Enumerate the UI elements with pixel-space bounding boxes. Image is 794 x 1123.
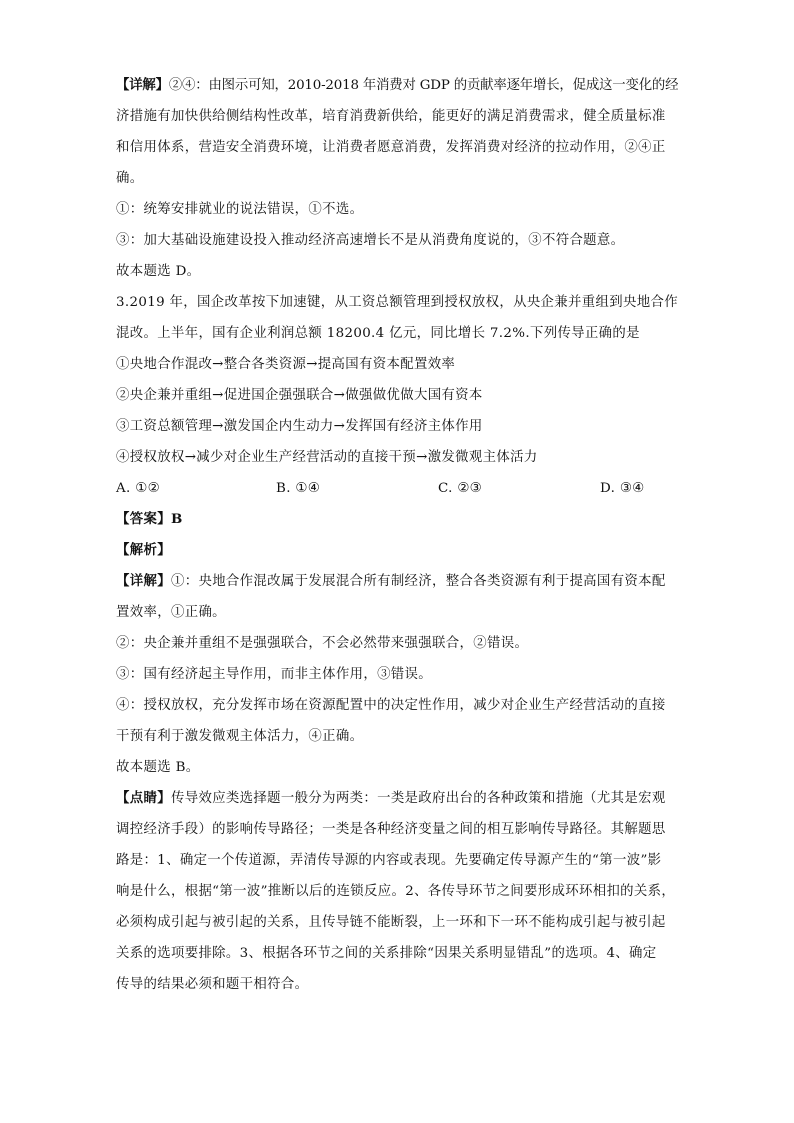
detail1-item3: ③：加大基础设施建设投入推动经济高速增长不是从消费角度说的，③不符合题意。 <box>116 233 625 248</box>
detail-tag: 【详解】 <box>116 77 169 93</box>
tip-line1: 【点睛】传导效应类选择题一般分为两类：一类是政府出台的各种政策和措施（尤其是宏观 <box>116 790 666 806</box>
detail2-conclusion: 故本题选 B。 <box>116 760 200 775</box>
question3-stem-line1: 3.2019 年，国企改革按下加速键，从工资总额管理到授权放权，从央企兼并重组到央地合作 <box>116 295 678 310</box>
analysis-heading: 【解析】 <box>116 542 171 558</box>
detail2-item2: ②：央企兼并重组不是强强联合，不会必然带来强强联合，②错误。 <box>116 636 529 651</box>
detail1-line1: 【详解】②④：由图示可知，2010-2018 年消费对 GDP 的贡献率逐年增长，促成这一变化的经 <box>116 77 679 93</box>
detail2-line1: 【详解】①：央地合作混改属于发展混合所有制经济，整合各类资源有利于提高国有资本配 <box>116 573 666 589</box>
detail2-item4-line2: 干预有利于激发微观主体活力，④正确。 <box>116 729 364 744</box>
tip-line2: 调控经济手段）的影响传导路径；一类是各种经济变量之间的相互影响传导路径。其解题思 <box>116 822 666 837</box>
detail1-item1: ①：统筹安排就业的说法错误，①不选。 <box>116 202 364 217</box>
statement-4: ④授权放权→减少对企业生产经营活动的直接干预→激发微观主体活力 <box>116 450 538 465</box>
detail2-line2: 置效率，①正确。 <box>116 605 226 620</box>
tip-tag: 【点睛】 <box>116 790 171 806</box>
detail2-item4-line1: ④：授权放权，充分发挥市场在资源配置中的决定性作用，减少对企业生产经营活动的直接 <box>116 698 666 713</box>
option-c: C. ②③ <box>438 481 483 496</box>
tip-line7: 传导的结果必须和题干相符合。 <box>116 977 309 992</box>
question3-stem-line2: 混改。上半年，国有企业利润总额 18200.4 亿元，同比增长 7.2%.下列传导正确的是 <box>116 326 640 341</box>
detail1-line4: 确。 <box>116 171 144 186</box>
tip-line6: 关系的选项要排除。3、根据各环节之间的关系排除“因果关系明显错乱”的选项。4、确定 <box>116 946 657 961</box>
detail-tag: 【详解】 <box>116 573 171 589</box>
detail1-line3: 和信用体系，营造安全消费环境，让消费者愿意消费，发挥消费对经济的拉动作用，②④正 <box>116 140 666 155</box>
statement-3: ③工资总额管理→激发国企内生动力→发挥国有经济主体作用 <box>116 419 483 434</box>
option-d: D. ③④ <box>600 481 645 496</box>
option-a: A. ①② <box>116 481 160 496</box>
detail1-conclusion: 故本题选 D。 <box>116 264 201 279</box>
detail1-line2: 济措施有加快供给侧结构性改革，培育消费新供给，能更好的满足消费需求，健全质量标准 <box>116 109 666 124</box>
tip-line5: 必须构成引起与被引起的关系，且传导链不能断裂，上一环和下一环不能构成引起与被引起 <box>116 915 666 930</box>
detail2-item3: ③：国有经济起主导作用，而非主体作用，③错误。 <box>116 667 433 682</box>
answer: 【答案】B <box>116 511 183 527</box>
statement-1: ①央地合作混改→整合各类资源→提高国有资本配置效率 <box>116 357 456 372</box>
option-b: B. ①④ <box>276 481 321 496</box>
statement-2: ②央企兼并重组→促进国企强强联合→做强做优做大国有资本 <box>116 388 483 403</box>
tip-line4: 响是什么，根据“第一波”推断以后的连锁反应。2、各传导环节之间要形成环环相扣的关系， <box>116 884 676 899</box>
tip-line3: 路是：1、确定一个传道源，弄清传导源的内容或表现。先要确定传导源产生的“第一波”影 <box>116 853 662 868</box>
